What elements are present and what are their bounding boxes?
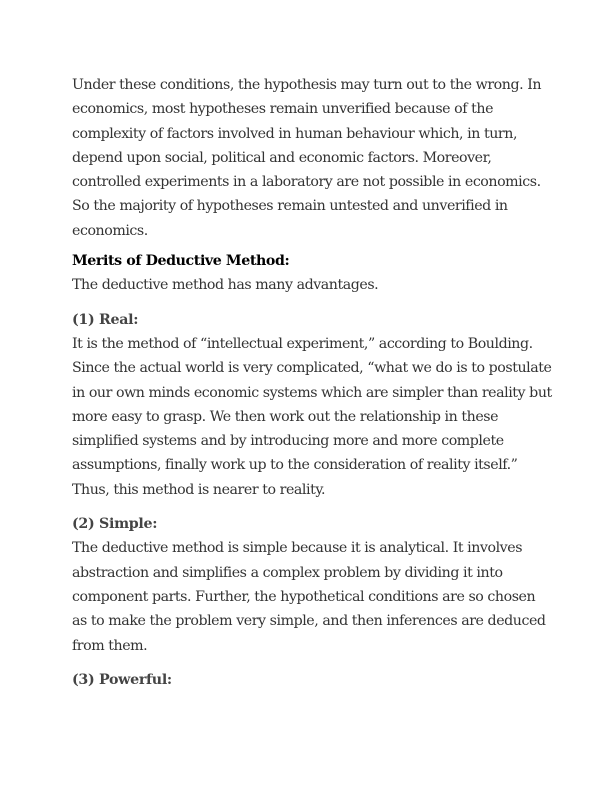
text-line: Since the actual world is very complicated, “what we do is to postulate: [72, 360, 552, 377]
section-heading-powerful: (3) Powerful:: [72, 671, 172, 688]
text-line: abstraction and simplifies a complex problem by dividing it into: [72, 564, 503, 581]
merits-intro: The deductive method has many advantages.: [72, 277, 379, 294]
document-page: [72, 73, 552, 692]
text-line: from them.: [72, 637, 148, 654]
text-line: in our own minds economic systems which are simpler than reality but: [72, 384, 552, 401]
section-body-real: [72, 332, 552, 502]
text-line: So the majority of hypotheses remain untested and unverified in: [72, 198, 508, 215]
merits-heading: Merits of Deductive Method:: [72, 253, 290, 270]
text-line: depend upon social, political and economic factors. Moreover,: [72, 149, 492, 166]
text-line: economics.: [72, 222, 148, 239]
text-line: complexity of factors involved in human behaviour which, in turn,: [72, 125, 518, 142]
spacer: [72, 502, 552, 512]
spacer: [72, 658, 552, 668]
intro-paragraph: [72, 73, 552, 243]
text-line: controlled experiments in a laboratory are not possible in economics.: [72, 174, 541, 191]
text-line: Thus, this method is nearer to reality.: [72, 481, 326, 498]
text-line: Under these conditions, the hypothesis may turn out to the wrong. In: [72, 77, 542, 93]
spacer: [72, 298, 552, 308]
section-heading-real: (1) Real:: [72, 311, 139, 328]
text-line: assumptions, finally work up to the consideration of reality itself.”: [72, 457, 518, 474]
text-line: component parts. Further, the hypothetical conditions are so chosen: [72, 588, 536, 605]
section-heading-simple: (2) Simple:: [72, 516, 158, 533]
text-line: economics, most hypotheses remain unverified because of the: [72, 101, 494, 118]
text-line: simplified systems and by introducing more and more complete: [72, 433, 504, 450]
text-line: The deductive method is simple because it is analytical. It involves: [72, 540, 523, 557]
text-line: It is the method of “intellectual experiment,” according to Boulding.: [72, 335, 533, 352]
section-body-simple: [72, 536, 552, 657]
text-line: more easy to grasp. We then work out the relationship in these: [72, 408, 499, 425]
text-line: as to make the problem very simple, and then inferences are deduced: [72, 613, 546, 630]
